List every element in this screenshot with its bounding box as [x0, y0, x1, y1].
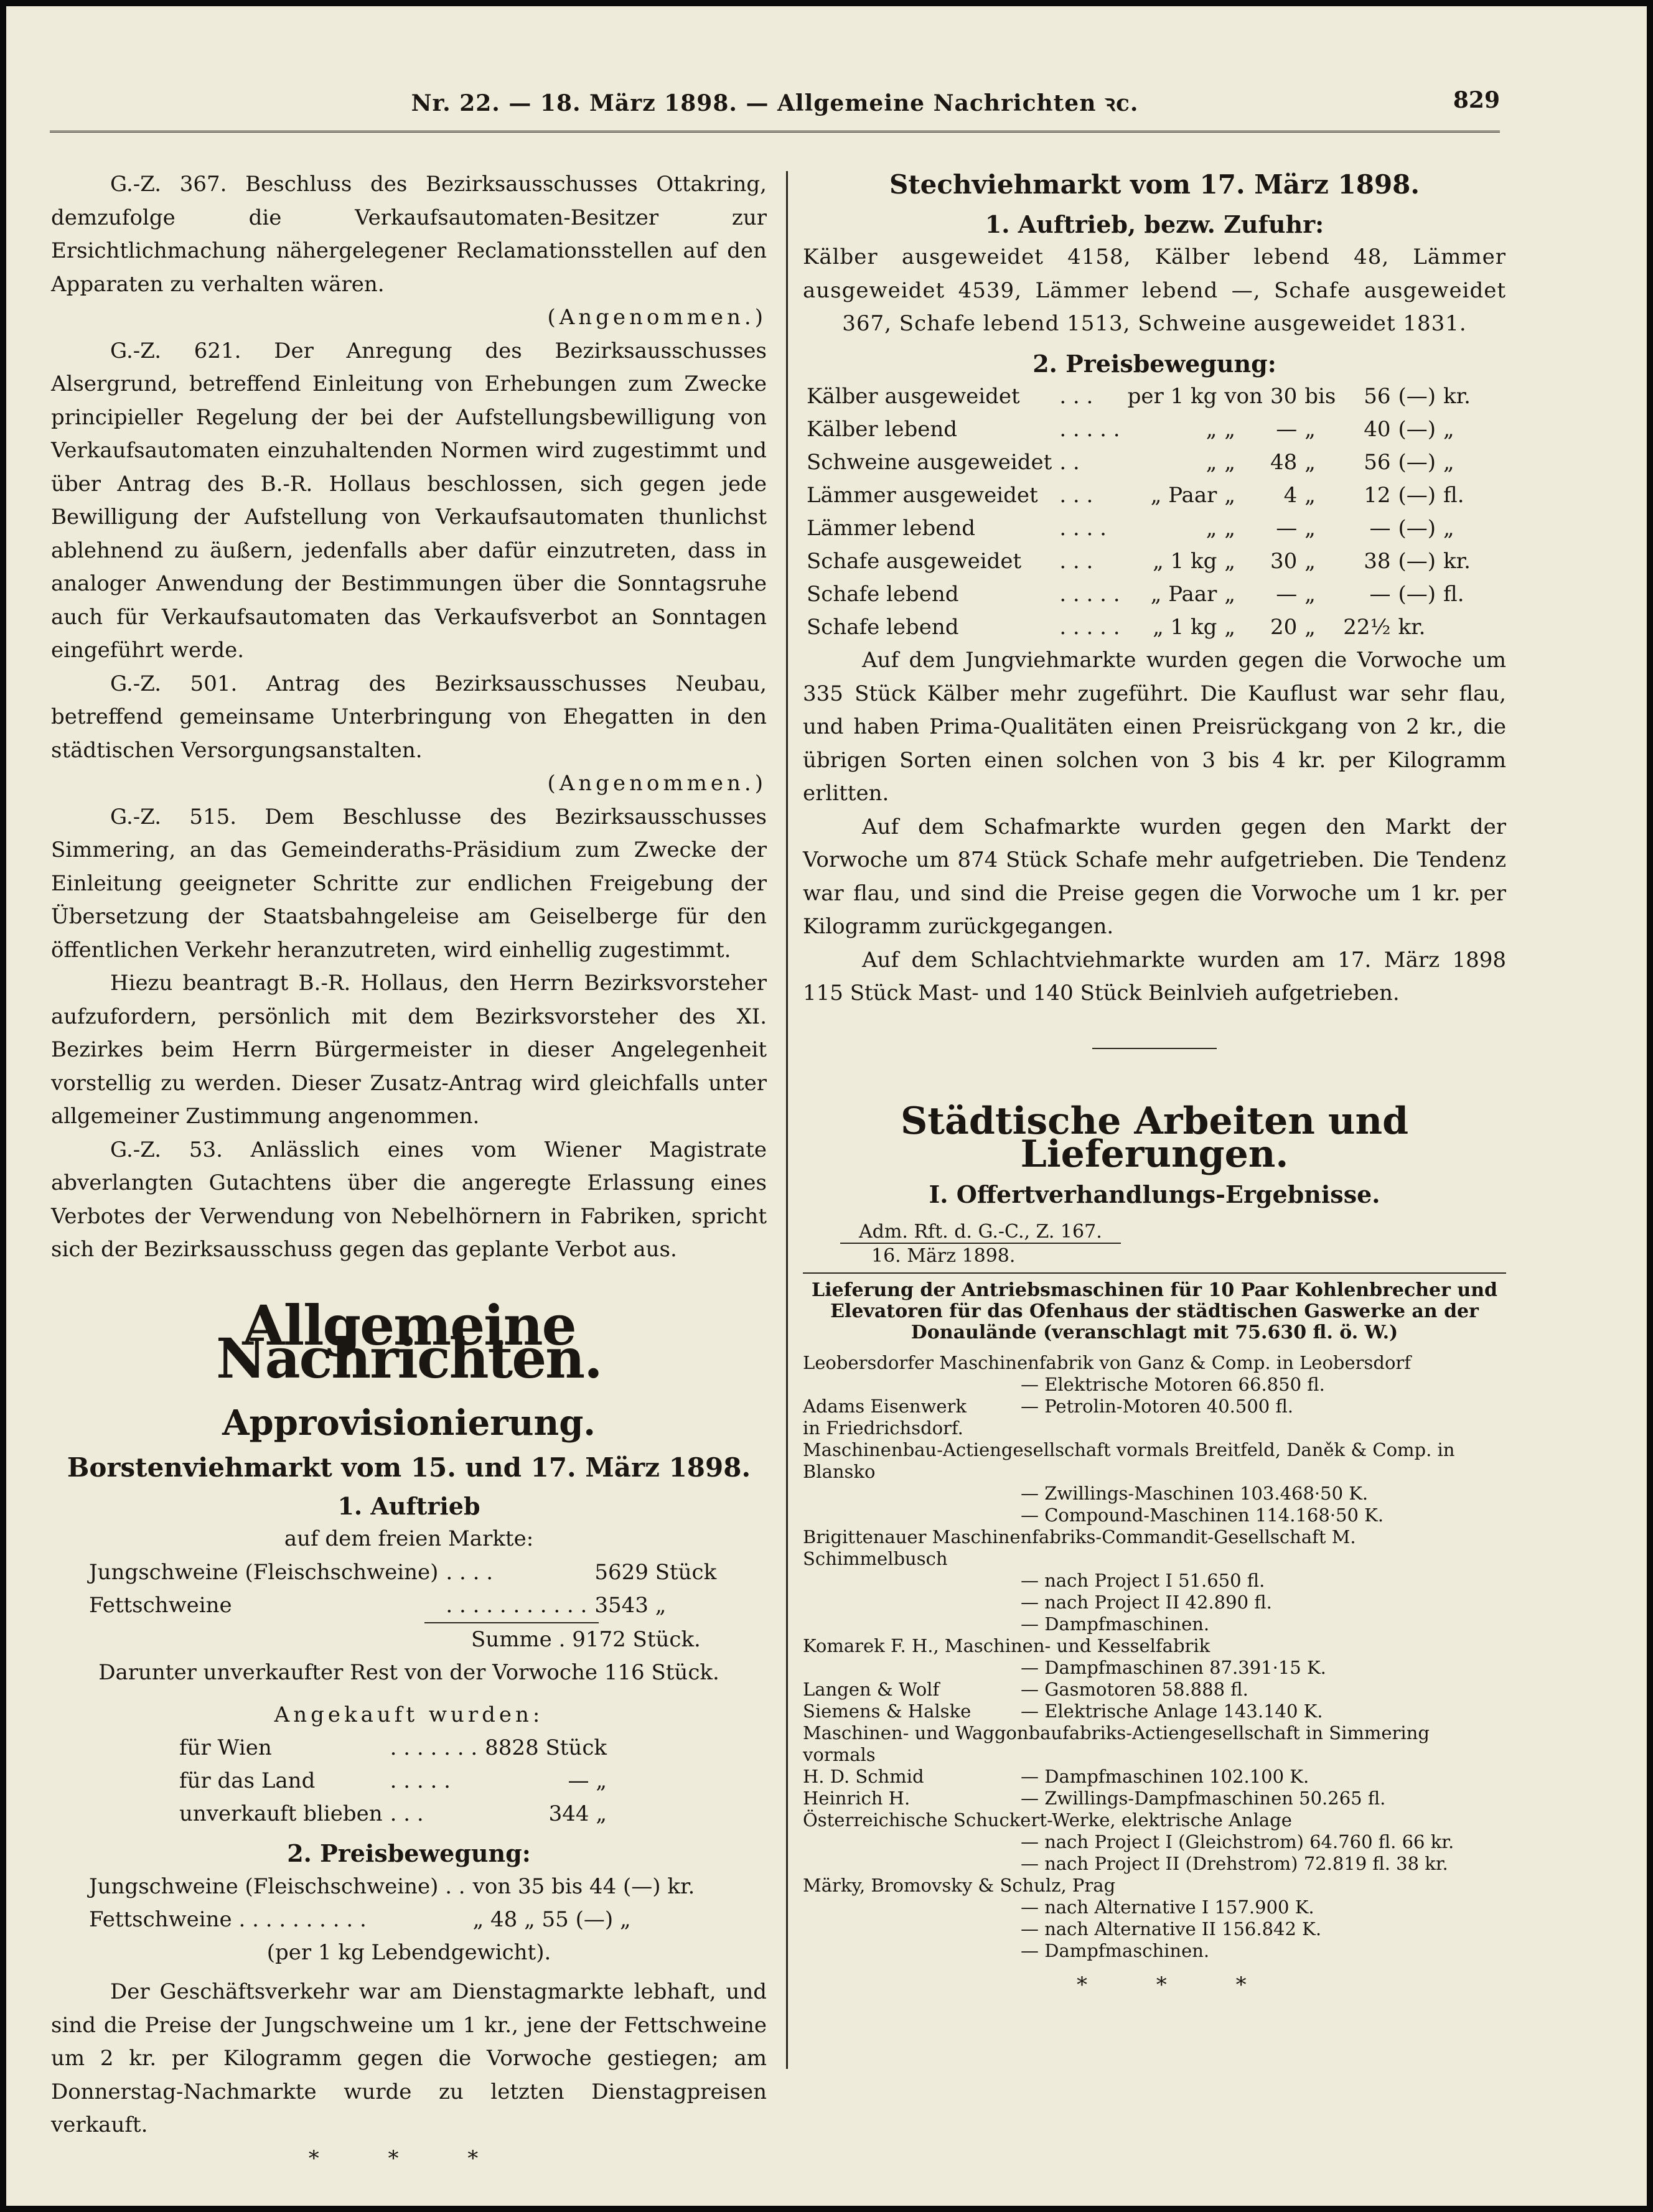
cell-bis: „: [1304, 615, 1316, 640]
protocol-paragraph: G.-Z. 367. Beschluss des Bezirksausschusses Ottakring, demzufolge die Verkaufsautomaten-Besitzer zur Ersichtlichmachung nähergelegener Reclamationsstellen auf den Apparaten zu verhalten wären.: [51, 172, 767, 297]
cell-cur: „: [1443, 516, 1454, 541]
bid-row: [803, 1766, 1506, 1788]
bid-row: [803, 1352, 1506, 1374]
cell-chg: (—): [1398, 450, 1436, 475]
cell-b: 38: [1364, 549, 1391, 574]
bid-row: [803, 1374, 1506, 1396]
protocol-note: (Angenommen.): [547, 771, 767, 796]
bid-firm: [803, 1483, 1021, 1505]
row-value: 8828 Stück: [485, 1735, 607, 1760]
stechvieh-auftrieb-heading: 1. Auftrieb, bezw. Zufuhr:: [985, 210, 1324, 238]
date-line: 16. März 1898.: [871, 1245, 1016, 1267]
cell-label: Kälber lebend: [807, 417, 958, 442]
bid-row: [803, 1853, 1506, 1875]
offert-title: I. Offertverhandlungs-Ergebnisse.: [929, 1180, 1380, 1208]
bid-value: — Petrolin-Motoren 40.500 fl.: [1021, 1396, 1294, 1417]
stechvieh-auftrieb-text: Kälber ausgeweidet 4158, Kälber lebend 48, Lämmer ausgeweidet 4539, Lämmer lebend —, Schafe ausgeweidet 367, Schafe lebend 1513, Schweine ausgeweidet 1831.: [803, 245, 1506, 336]
cell-b: 40: [1364, 417, 1391, 442]
cell-chg: (—): [1398, 582, 1436, 607]
bid-firm: [803, 1897, 1021, 1918]
cell-unit: „ Paar: [1150, 582, 1217, 607]
cell-bis: „: [1304, 450, 1316, 475]
cell-bis: „: [1304, 549, 1316, 574]
bid-row: [803, 1570, 1506, 1592]
protocol-paragraph: G.-Z. 621. Der Anregung des Bezirksausschusses Alsergrund, betreffend Einleitung von Erhebungen zum Zwecke principieller Regelung der bei der Aufstellungsbewilligung von Verkaufsautomaten einzuhaltenden Normen wird zugestimmt und über Antrag des B.-R. Hollaus beschlossen, sich gegen jede Bewilligung der Aufstellung von Verkaufsautomaten thunlichst ablehnend zu äußern, jedenfalls aber dafür einzutreten, dass in analoger Anwendung der Bestimmungen über die Sonntagsruhe auch für Verkaufsautomaten das Verkaufsverbot an Sonntagen eingeführt werde.: [51, 338, 767, 663]
cell-dots: . . . . .: [1059, 615, 1120, 640]
page-number: 829: [1453, 87, 1500, 113]
column-divider: [786, 171, 788, 2069]
cell-b: —: [1369, 582, 1391, 607]
row-value: 344 „: [548, 1801, 607, 1826]
bid-value: — Dampfmaschinen 87.391·15 K.: [1021, 1657, 1326, 1678]
bid-firm: Heinrich H.: [803, 1788, 911, 1809]
cell-chg: (—): [1398, 549, 1436, 574]
cell-chg: (—): [1398, 483, 1436, 508]
left-column: [51, 168, 767, 2175]
auftrieb-heading: 1. Auftrieb: [337, 1491, 480, 1520]
bid-value: — nach Alternative I 157.900 K.: [1021, 1897, 1314, 1918]
bid-value: — Compound-Maschinen 114.168·50 K.: [1021, 1505, 1384, 1526]
header-title: Nr. 22. — 18. März 1898. — Allgemeine Nachrichten ꝛc.: [411, 90, 1139, 116]
stechvieh-title: Stechviehmarkt vom 17. März 1898.: [889, 169, 1420, 200]
stechvieh-preis-row: [803, 479, 1474, 512]
market-title: Borstenviehmarkt vom 15. und 17. März 1898.: [67, 1452, 751, 1483]
right-column: [803, 168, 1506, 1996]
cell-cur: „: [1443, 450, 1454, 475]
cell-a: —: [1276, 582, 1298, 607]
bid-row: [803, 1657, 1506, 1679]
bid-row: [803, 1526, 1506, 1570]
cell-label: Schweine ausgeweidet: [807, 450, 1052, 475]
bid-value: — Dampfmaschinen 102.100 K.: [1021, 1766, 1309, 1787]
bid-row: [803, 1592, 1506, 1613]
stechvieh-preis-row: [803, 578, 1474, 611]
bid-row: [803, 1505, 1506, 1526]
cell-chg: (—): [1398, 516, 1436, 541]
cell-bis: „: [1304, 417, 1316, 442]
bid-firm: in Friedrichsdorf.: [803, 1417, 963, 1439]
cell-a: 30: [1270, 384, 1298, 409]
closing-text: Der Geschäftsverkehr war am Dienstagmarkte lebhaft, und sind die Preise der Jungschweine um 1 kr., jene der Fettschweine um 2 kr. per Kilogramm gegen die Vorwoche gestiegen; am Donnerstag-Nachmarkte wurde zu letzten Dienstagpreisen verkauft.: [51, 1979, 767, 2137]
stechvieh-preis-table: [803, 380, 1474, 644]
stars-divider: * * *: [308, 2145, 510, 2171]
cell-label: Lämmer lebend: [807, 516, 976, 541]
cell-unit: „ 1 kg: [1153, 615, 1217, 640]
bid-value: — Gasmotoren 58.888 fl.: [1021, 1679, 1248, 1700]
bid-value: — Elektrische Anlage 143.140 K.: [1021, 1701, 1323, 1722]
cell-dots: . .: [1059, 450, 1080, 475]
angekauft-row: [176, 1732, 611, 1765]
bid-value: — Elektrische Motoren 66.850 fl.: [1021, 1374, 1325, 1395]
bid-row: [803, 1940, 1506, 1962]
rest-text: Darunter unverkaufter Rest von der Vorwoche 116 Stück.: [98, 1660, 719, 1685]
summe-line: [471, 1623, 767, 1657]
row-value: — „: [568, 1768, 607, 1793]
cell-cur: kr.: [1443, 549, 1471, 574]
cell-von: „: [1224, 450, 1235, 475]
cell-b: 22½: [1343, 615, 1391, 640]
preis-table: [85, 1870, 698, 1936]
cell-von: „: [1224, 516, 1235, 541]
auftrieb-subheading: auf dem freien Markte:: [284, 1526, 534, 1551]
arbeiten-title: Städtische Arbeiten und Lieferungen.: [900, 1099, 1409, 1176]
bid-row: [803, 1918, 1506, 1940]
bid-row: [803, 1875, 1506, 1897]
bid-row: [803, 1396, 1506, 1417]
bid-row: [803, 1788, 1506, 1809]
bid-row: [803, 1483, 1506, 1505]
cell-von: „: [1224, 615, 1235, 640]
row-label: unverkauft blieben: [179, 1801, 383, 1826]
cell-bis: „: [1304, 483, 1316, 508]
page-header: [50, 87, 1500, 124]
bid-firm: Leobersdorfer Maschinenfabrik von Ganz & Comp. in Leobersdorf: [803, 1352, 1411, 1373]
bid-firm: [803, 1592, 1021, 1613]
row-dots: . . .: [390, 1801, 424, 1826]
cell-dots: . . . .: [1059, 516, 1107, 541]
stechvieh-preis-row: [803, 413, 1474, 446]
cell-cur: fl.: [1443, 483, 1464, 508]
cell-label: Kälber ausgeweidet: [807, 384, 1020, 409]
bid-firm: Maschinenbau-Actiengesellschaft vormals Breitfeld, Daněk & Comp. in Blansko: [803, 1439, 1455, 1482]
angekauft-table: [176, 1732, 611, 1831]
bid-value: — nach Project I 51.650 fl.: [1021, 1570, 1265, 1591]
cell-bis: bis: [1304, 384, 1336, 409]
cell-a: 20: [1270, 615, 1298, 640]
bid-firm: Komarek F. H., Maschinen- und Kesselfabrik: [803, 1635, 1210, 1656]
subsection-title: Approvisionierung.: [222, 1402, 596, 1444]
cell-bis: „: [1304, 582, 1316, 607]
cell-von: von: [1224, 384, 1263, 409]
bid-firm: Maschinen- und Waggonbaufabriks-Actiengesellschaft in Simmering vormals: [803, 1722, 1430, 1765]
preis-heading: 2. Preisbewegung:: [287, 1839, 531, 1867]
bid-value: — Dampfmaschinen.: [1021, 1613, 1210, 1635]
bid-firm: [803, 1657, 1021, 1679]
bid-firm: [803, 1374, 1021, 1396]
summe-label: Summe .: [471, 1626, 566, 1652]
bid-row: [803, 1439, 1506, 1483]
bid-firm: [803, 1570, 1021, 1592]
row-dots: . . . . . . .: [390, 1735, 478, 1760]
cell-cur: „: [1443, 417, 1454, 442]
header-rule: [50, 131, 1500, 133]
bid-row: [803, 1701, 1506, 1722]
bid-firm: [803, 1831, 1021, 1853]
bid-row: [803, 1897, 1506, 1918]
row-prices: von 35 bis 44 (—) kr.: [472, 1874, 695, 1899]
protocol-paragraph: G.-Z. 501. Antrag des Bezirksausschusses Neubau, betreffend gemeinsame Unterbringung von Ehegatten in den städtischen Versorgungsanstalten.: [51, 671, 767, 763]
bid-row: [803, 1679, 1506, 1701]
bid-row: [803, 1722, 1506, 1766]
cell-a: —: [1276, 516, 1298, 541]
cell-dots: . . .: [1059, 483, 1093, 508]
row-dots: . . . . . . . . . . .: [446, 1592, 588, 1618]
bid-firm: [803, 1613, 1021, 1635]
bid-value: — Zwillings-Dampfmaschinen 50.265 fl.: [1021, 1788, 1386, 1809]
bid-firm: Langen & Wolf: [803, 1679, 940, 1700]
cell-label: Lämmer ausgeweidet: [807, 483, 1038, 508]
cell-a: —: [1276, 417, 1298, 442]
bid-firm: Siemens & Halske: [803, 1701, 972, 1722]
summe-value: 9172 Stück.: [572, 1626, 701, 1652]
cell-unit: „ Paar: [1150, 483, 1217, 508]
cell-b: 56: [1364, 384, 1391, 409]
auftrieb-row: [85, 1589, 720, 1622]
bid-row: [803, 1809, 1506, 1831]
bid-value: — nach Project II 42.890 fl.: [1021, 1592, 1272, 1613]
stechvieh-paragraphs: [803, 644, 1506, 1010]
bid-firm: Brigittenauer Maschinenfabriks-Commandit-Gesellschaft M. Schimmelbusch: [803, 1526, 1356, 1569]
auftrieb-row: [85, 1556, 720, 1589]
short-rule: [1092, 1048, 1217, 1049]
cell-dots: . . . . .: [1059, 417, 1120, 442]
bid-firm: Österreichische Schuckert-Werke, elektrische Anlage: [803, 1809, 1292, 1831]
row-label: für Wien: [179, 1735, 272, 1760]
bid-firm: Märky, Bromovsky & Schulz, Prag: [803, 1875, 1116, 1896]
angekauft-row: [176, 1765, 611, 1798]
row-value: 3543 „: [594, 1592, 667, 1618]
cell-dots: . . . . .: [1059, 582, 1120, 607]
protocol-paragraph: G.-Z. 53. Anlässlich eines vom Wiener Magistrate abverlangten Gutachtens über die angeregte Erlassung eines Verbotes der Verwendung von Nebelhörnern in Fabriken, spricht sich der Bezirksausschuss gegen das geplante Verbot aus.: [51, 1137, 767, 1262]
cell-unit: per 1 kg: [1127, 384, 1217, 409]
cell-label: Schafe ausgeweidet: [807, 549, 1022, 574]
cell-label: Schafe lebend: [807, 582, 959, 607]
row-label: Jungschweine (Fleischschweine) . .: [89, 1874, 466, 1899]
stechvieh-preis-row: [803, 512, 1474, 545]
bid-value: — nach Project II (Drehstrom) 72.819 fl. 38 kr.: [1021, 1853, 1448, 1874]
cell-a: 30: [1270, 549, 1298, 574]
ref-line: Adm. Rft. d. G.-C., Z. 167.: [840, 1221, 1121, 1244]
market-report-paragraph: Auf dem Schafmarkte wurden gegen den Markt der Vorwoche um 874 Stück Schafe mehr aufgetrieben. Die Tendenz war flau, und sind die Preise gegen die Vorwoche um 1 kr. per Kilogramm zurückgegangen.: [803, 814, 1506, 939]
auftrieb-table: [85, 1556, 720, 1622]
row-label: Jungschweine (Fleischschweine): [89, 1559, 439, 1585]
cell-von: „: [1224, 417, 1235, 442]
cell-von: „: [1224, 483, 1235, 508]
lieferungen-block: [803, 1221, 1506, 1996]
cell-b: 56: [1364, 450, 1391, 475]
bid-value: — Dampfmaschinen.: [1021, 1940, 1210, 1961]
cell-von: „: [1224, 582, 1235, 607]
market-report-paragraph: Auf dem Schlachtviehmarkte wurden am 17. März 1898 115 Stück Mast- und 140 Stück Beinlvieh aufgetrieben.: [803, 947, 1506, 1006]
bid-firm: [803, 1505, 1021, 1526]
cell-von: „: [1224, 549, 1235, 574]
row-dots: . . . .: [446, 1559, 494, 1585]
cell-chg: (—): [1398, 384, 1436, 409]
cell-label: Schafe lebend: [807, 615, 959, 640]
row-value: 5629 Stück: [594, 1559, 717, 1585]
stechvieh-preis-row: [803, 446, 1474, 479]
cell-chg: (—): [1398, 417, 1436, 442]
row-label: Fettschweine . . . . . . . . . .: [89, 1906, 367, 1932]
bid-row: [803, 1417, 1506, 1439]
bid-value: — nach Project I (Gleichstrom) 64.760 fl. 66 kr.: [1021, 1831, 1454, 1852]
bid-value: — nach Alternative II 156.842 K.: [1021, 1918, 1322, 1939]
row-label: für das Land: [179, 1768, 316, 1793]
cell-a: 48: [1270, 450, 1298, 475]
cell-cur: [1440, 611, 1474, 644]
preis-note: (per 1 kg Lebendgewicht).: [266, 1939, 551, 1965]
bids-list: [803, 1352, 1506, 1962]
preis-row: [85, 1870, 698, 1903]
lieferung-title: Lieferung der Antriebsmaschinen für 10 Paar Kohlenbrecher und Elevatoren für das Ofenhaus der städtischen Gaswerke an der Donaulände (veranschlagt mit 75.630 fl. ö. W.): [812, 1279, 1497, 1343]
bid-value: — Zwillings-Maschinen 103.468·50 K.: [1021, 1483, 1369, 1504]
preis-row: [85, 1903, 698, 1936]
angekauft-heading: Angekauft wurden:: [274, 1702, 544, 1727]
bid-row: [803, 1613, 1506, 1635]
bid-firm: [803, 1918, 1021, 1940]
angekauft-row: [176, 1798, 611, 1831]
bid-firm: Adams Eisenwerk: [803, 1396, 967, 1417]
stechvieh-preis-row: [803, 545, 1474, 578]
cell-unit: „: [1206, 516, 1217, 541]
cell-a: 4: [1283, 483, 1298, 508]
stechvieh-preis-row: [803, 611, 1474, 644]
cell-cur: fl.: [1443, 582, 1464, 607]
market-report-paragraph: Auf dem Jungviehmarkte wurden gegen die Vorwoche um 335 Stück Kälber mehr zugeführt. Die Kauflust war sehr flau, und haben Prima-Qualitäten einen Preisrückgang von 2 kr., die übrigen Sorten einen solchen von 3 bis 4 kr. per Kilogramm erlitten.: [803, 648, 1506, 806]
bid-row: [803, 1831, 1506, 1853]
cell-b: —: [1369, 516, 1391, 541]
protocol-note: (Angenommen.): [547, 305, 767, 330]
bid-row: [803, 1635, 1506, 1657]
cell-unit: „: [1206, 417, 1217, 442]
stechvieh-preis-heading: 2. Preisbewegung:: [1033, 349, 1276, 378]
cell-cur: kr.: [1443, 384, 1471, 409]
row-label: Fettschweine: [89, 1592, 232, 1618]
bid-firm: [803, 1853, 1021, 1875]
stechvieh-preis-row: [803, 380, 1474, 413]
row-dots: . . . . .: [390, 1768, 451, 1793]
cell-dots: . . .: [1059, 549, 1093, 574]
cell-bis: „: [1304, 516, 1316, 541]
protocol-paragraphs: [51, 168, 767, 1267]
protocol-paragraph: G.-Z. 515. Dem Beschlusse des Bezirksausschusses Simmering, an das Gemeinderaths-Präsidium zum Zwecke der Einleitung geeigneter Schritte zur endlichen Freigebung der Übersetzung der Staatsbahngeleise am Geiselberge für den öffentlichen Verkehr heranzutreten, wird einhellig zugestimmt.: [51, 804, 767, 963]
cell-dots: . . .: [1059, 384, 1093, 409]
stars-divider-right: * * *: [1077, 1972, 1278, 1997]
bid-firm: H. D. Schmid: [803, 1766, 924, 1787]
cell-chg: kr.: [1398, 615, 1426, 640]
cell-unit: „ 1 kg: [1153, 549, 1217, 574]
cell-unit: „: [1206, 450, 1217, 475]
cell-b: 12: [1364, 483, 1391, 508]
protocol-paragraph: Hiezu beantragt B.-R. Hollaus, den Herrn Bezirksvorsteher aufzufordern, persönlich mit dem Bezirksvorsteher des XI. Bezirkes beim Herrn Bürgermeister in dieser Angelegenheit vorstellig zu werden. Dieser Zusatz-Antrag wird gleichfalls unter allgemeiner Zustimmung angenommen.: [51, 971, 767, 1129]
section-title: Allgemeine Nachrichten.: [216, 1292, 602, 1391]
row-prices: „ 48 „ 55 (—) „: [472, 1906, 631, 1932]
bid-firm: [803, 1940, 1021, 1962]
